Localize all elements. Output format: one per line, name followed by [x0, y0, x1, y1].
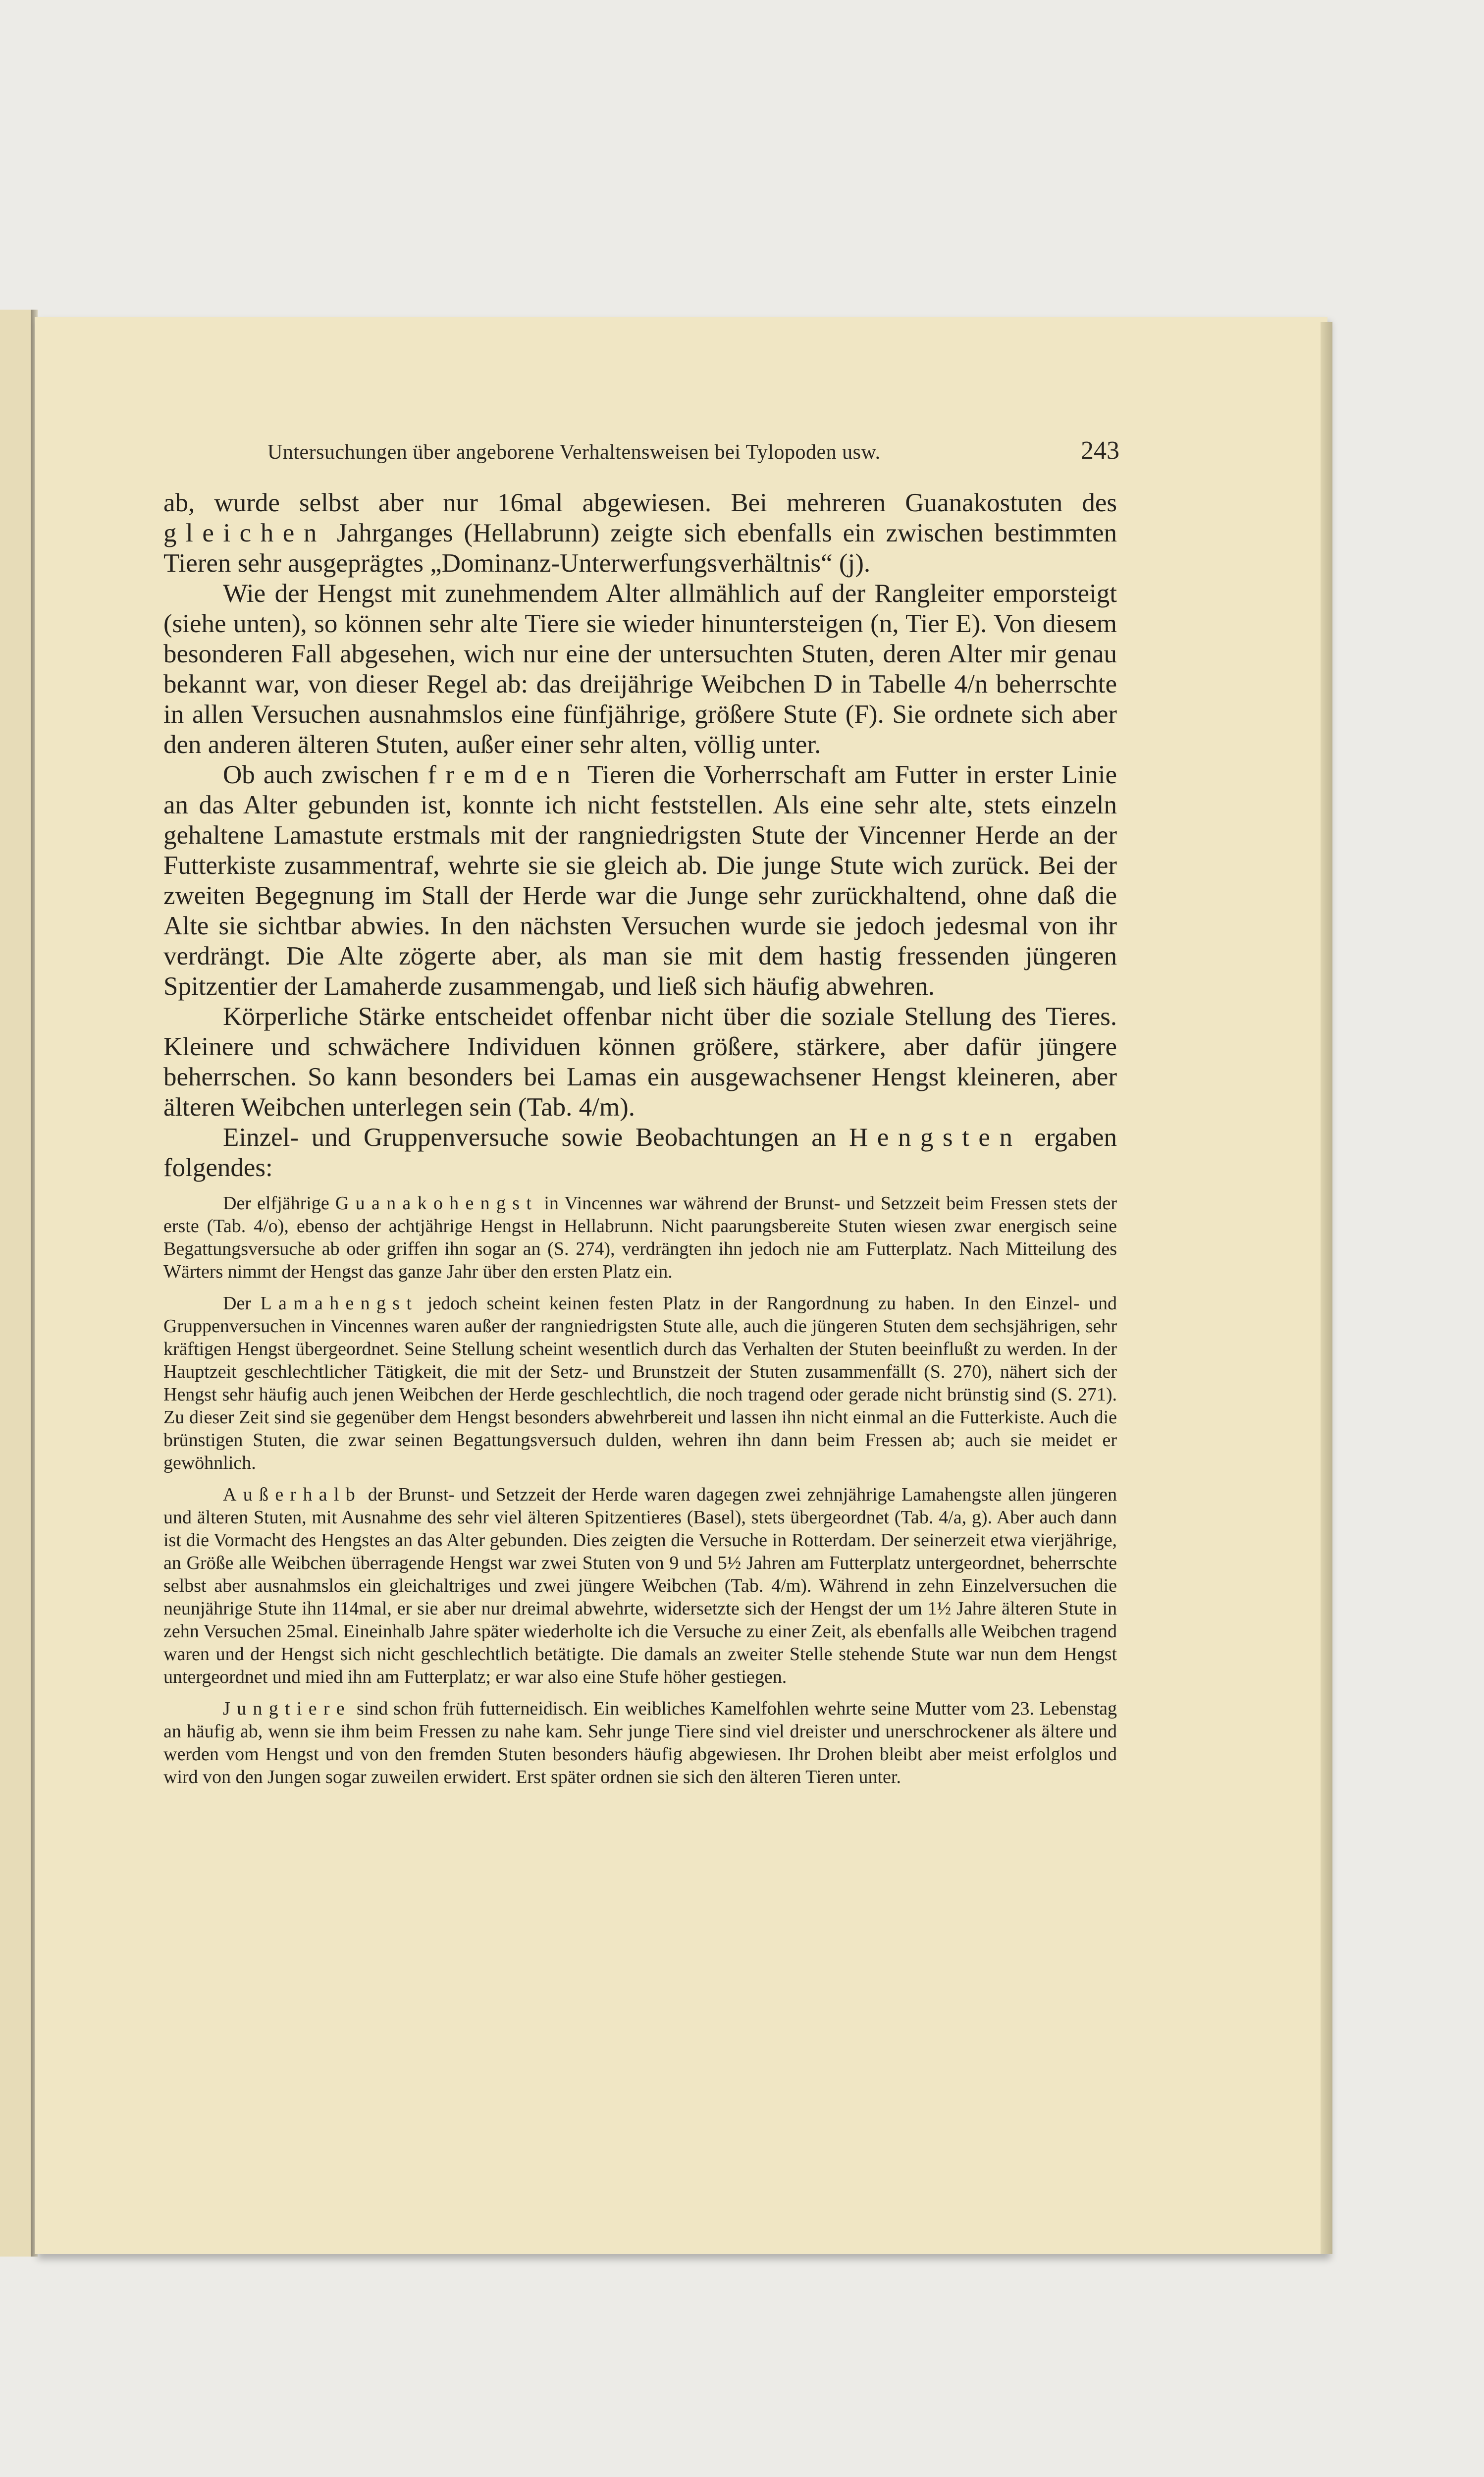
- small-print-paragraph: Der Lamahengst jedoch scheint keinen festen Platz in der Rangordnung zu haben. In den Einzel- und Gruppenversuchen in Vincennes waren außer der rangniedrigsten Stute alle, auch die jüngeren Stuten dem sechsjährigen, sehr kräftigen Hengst übergeordnet. Seine Stellung scheint wesentlich durch das Verhalten der Stuten beeinflußt zu werden. In der Hauptzeit geschlechtlicher Tätigkeit, die mit der Setz- und Brunstzeit der Stuten zusammenfällt (S. 270), nähert sich der Hengst sehr häufig auch jenen Weibchen der Herde geschlechtlich, die noch tragend oder gerade nicht brünstig sind (S. 271). Zu dieser Zeit sind sie gegenüber dem Hengst besonders abwehrbereit und lassen ihn nicht einmal an die Futterkiste. Auch die brünstigen Stuten, die zwar seinen Begattungsversuch dulden, wehren ihn dann beim Fressen ab; auch sie meidet er gewöhnlich.: [163, 1293, 1117, 1473]
- small-print-paragraph: Der elfjährige Guanakohengst in Vincennes war während der Brunst- und Setzzeit beim Fressen stets der erste (Tab. 4/o), ebenso der achtjährige Hengst in Hellabrunn. Nicht paarungsbereite Stuten wiesen zwar energisch seine Begattungsversuche ab oder griffen ihn sogar an (S. 274), verdrängten ihn jedoch nie am Futterplatz. Nach Mitteilung des Wärters nimmt der Hengst das ganze Jahr über den ersten Platz ein.: [163, 1193, 1117, 1282]
- spaced-emphasis: Außerhalb: [223, 1484, 362, 1505]
- spaced-emphasis: Jungtiere: [223, 1698, 351, 1719]
- page-header: [267, 436, 1119, 476]
- spaced-emphasis: gleichen: [163, 519, 326, 547]
- paragraph: ab, wurde selbst aber nur 16mal abgewiesen. Bei mehreren Guanakostuten des gleichen Jahrganges (Hellabrunn) zeigte sich ebenfalls ein zwischen bestimmten Tieren sehr ausgeprägtes „Dominanz-Unterwerfungsverhältnis“ (j).: [163, 488, 1117, 578]
- page-body: [163, 488, 1117, 1788]
- adjacent-page-margin: [0, 310, 32, 2257]
- page-number: 243: [1081, 436, 1119, 465]
- paragraph: Ob auch zwischen fremden Tieren die Vorherrschaft am Futter in erster Linie an das Alter gebunden ist, konnte ich nicht feststellen. Als eine sehr alte, stets einzeln gehaltene Lamastute erstmals mit der rangniedrigsten Stute der Vincenner Herde an der Futterkiste zusammentraf, wehrte sie sie gleich ab. Die junge Stute wich zurück. Bei der zweiten Begegnung im Stall der Herde war die Junge sehr zurückhaltend, ohne daß die Alte sie sichtbar abwies. In den nächsten Versuchen wurde sie jedoch jedesmal von ihr verdrängt. Die Alte zögerte aber, als man sie mit dem hastig fressenden jüngeren Spitzentier der Lamaherde zusammengab, und ließ sich häufig abwehren.: [163, 760, 1117, 1001]
- running-head: Untersuchungen über angeborene Verhaltensweisen bei Tylopoden usw.: [267, 441, 881, 464]
- small-print-paragraph: Jungtiere sind schon früh futterneidisch. Ein weibliches Kamelfohlen wehrte seine Mutter vom 23. Lebenstag an häufig ab, wenn sie ihm beim Fressen zu nahe kam. Sehr junge Tiere sind viel dreister und unerschrockener als ältere und werden vom Hengst und von den fremden Stuten besonders häufig abgewiesen. Ihr Drohen bleibt aber meist erfolglos und wird von den Jungen sogar zuweilen erwidert. Erst später ordnen sie sich den älteren Tieren unter.: [163, 1698, 1117, 1787]
- page-edge: [1321, 322, 1332, 2254]
- paragraph: Einzel- und Gruppenversuche sowie Beobachtungen an Hengsten ergaben folgendes:: [163, 1123, 1117, 1182]
- spaced-emphasis: fremden: [427, 760, 580, 789]
- spaced-emphasis: Lamahengst: [260, 1293, 419, 1314]
- spaced-emphasis: Guanakohengst: [335, 1193, 538, 1214]
- spaced-emphasis: Hengsten: [848, 1123, 1022, 1152]
- small-print-paragraph: Außerhalb der Brunst- und Setzzeit der Herde waren dagegen zwei zehnjährige Lamahengste allen jüngeren und älteren Stuten, mit Ausnahme des sehr viel älteren Spitzentieres (Basel), stets übergeordnet (Tab. 4/a, g). Aber auch dann ist die Vormacht des Hengstes an das Alter gebunden. Dies zeigten die Versuche in Rotterdam. Der seinerzeit etwa vierjährige, an Größe alle Weibchen überragende Hengst war zwei Stuten von 9 und 5½ Jahren am Futterplatz untergeordnet, beherrschte selbst aber ausnahmslos ein gleichaltriges und zwei jüngere Weibchen (Tab. 4/m). Während in zehn Einzelversuchen die neunjährige Stute ihn 114mal, er sie aber nur dreimal abwehrte, widersetzte sich der Hengst der um 1½ Jahre älteren Stute in zehn Versuchen 25mal. Eineinhalb Jahre später wiederholte ich die Versuche zu einer Zeit, als ebenfalls alle Weibchen tragend waren und der Hengst sich nicht geschlechtlich betätigte. Die damals an zweiter Stelle stehende Stute war nun dem Hengst untergeordnet und mied ihn am Futterplatz; er war also eine Stufe höher gestiegen.: [163, 1484, 1117, 1687]
- paragraph: Wie der Hengst mit zunehmendem Alter allmählich auf der Rangleiter emporsteigt (siehe unten), so können sehr alte Tiere sie wieder hinuntersteigen (n, Tier E). Von diesem besonderen Fall abgesehen, wich nur eine der untersuchten Stuten, deren Alter mir genau bekannt war, von dieser Regel ab: das dreijährige Weibchen D in Tabelle 4/n beherrschte in allen Versuchen ausnahmslos eine fünfjährige, größere Stute (F). Sie ordnete sich aber den anderen älteren Stuten, außer einer sehr alten, völlig unter.: [163, 579, 1117, 759]
- paragraph: Körperliche Stärke entscheidet offenbar nicht über die soziale Stellung des Tieres. Kleinere und schwächere Individuen können größere, stärkere, aber dafür jüngere beherrschen. So kann besonders bei Lamas ein ausgewachsener Hengst kleineren, aber älteren Weibchen unterlegen sein (Tab. 4/m).: [163, 1002, 1117, 1122]
